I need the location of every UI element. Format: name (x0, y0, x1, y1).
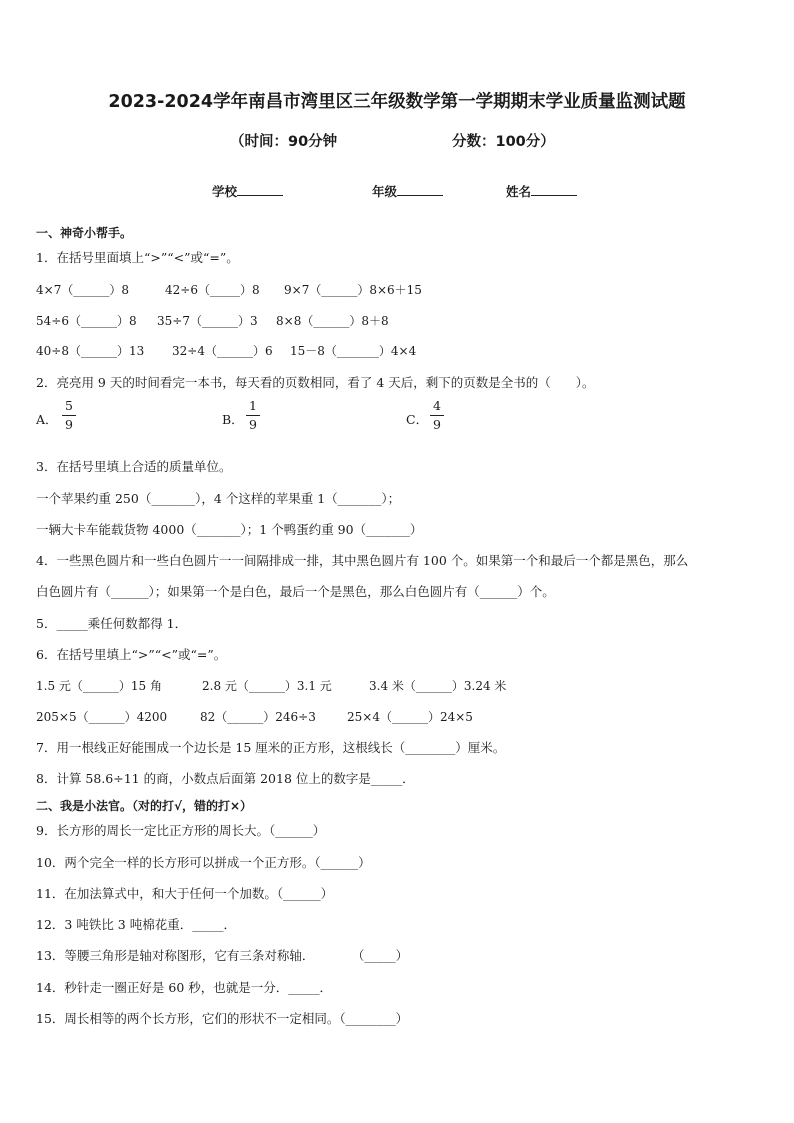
fraction-denominator: 9 (65, 417, 73, 432)
name-label: 姓名 (506, 184, 532, 199)
option-a-label[interactable]: A． (36, 412, 58, 427)
question-4-line: 4．一些黑色圆片和一些白色圆片一一间隔排成一排，其中黑色圆片有 100 个。如果第一个和最后一个都是黑色，那么 (36, 553, 689, 568)
question-6-stem: 6．在括号里填上“>”“<”或“=”。 (36, 647, 227, 662)
q6-item: 205×5（______）4200 (36, 710, 168, 724)
grade-blank[interactable] (397, 183, 443, 196)
question-10: 10．两个完全一样的长方形可以拼成一个正方形。（______） (36, 855, 371, 870)
question-4-line: 白色圆片有（______）；如果第一个是白色，最后一个是黑色，那么白色圆片有（______）个。 (36, 584, 555, 599)
question-1-stem: 1．在括号里面填上“>”“<”或“=”。 (36, 250, 239, 265)
question-9: 9．长方形的周长一定比正方形的周长大。（______） (36, 823, 326, 838)
q1-item: 35÷7（______）3 (157, 314, 258, 328)
q1-item: 42÷6（_____）8 (165, 283, 260, 297)
section-heading-2: 二、我是小法官。（对的打√，错的打×） (36, 799, 253, 813)
question-3-stem: 3．在括号里填上合适的质量单位。 (36, 459, 232, 474)
fraction-numerator: 1 (249, 398, 257, 413)
fraction-numerator: 4 (433, 398, 441, 413)
section-heading-1: 一、神奇小帮手。 (36, 226, 133, 240)
option-c-fraction[interactable] (430, 399, 444, 432)
school-label: 学校 (212, 184, 238, 199)
q6-item: 1.5 元（______）15 角 (36, 679, 162, 693)
question-11: 11．在加法算式中，和大于任何一个加数。（______） (36, 886, 334, 901)
q1-item: 54÷6（______）8 (36, 314, 137, 328)
q6-item: 82（______）246÷3 (200, 710, 316, 724)
q1-item: 9×7（______）8×6＋15 (284, 283, 422, 297)
question-7: 7．用一根线正好能围成一个边长是 15 厘米的正方形，这根线长（________）厘米。 (36, 740, 506, 755)
page-title: 2023-2024学年南昌市湾里区三年级数学第一学期期末学业质量监测试题 (108, 92, 686, 112)
fraction-bar (246, 415, 260, 416)
question-8: 8．计算 58.6÷11 的商，小数点后面第 2018 位上的数字是_____． (36, 771, 415, 786)
question-5: 5．_____乘任何数都得 1． (36, 616, 188, 631)
question-3-line: 一个苹果约重 250（_______），4 个这样的苹果重 1（_______）； (36, 491, 401, 506)
name-field (506, 182, 577, 200)
school-field (212, 182, 283, 200)
name-blank[interactable] (531, 183, 577, 196)
q6-item: 25×4（______）24×5 (347, 710, 473, 724)
fraction-bar (430, 415, 444, 416)
question-13: 13．等腰三角形是轴对称图形，它有三条对称轴． （_____） (36, 948, 409, 963)
q6-item: 2.8 元（______）3.1 元 (202, 679, 332, 693)
question-3-line: 一辆大卡车能载货物 4000（_______）；1 个鸭蛋约重 90（_______） (36, 522, 423, 537)
question-2-stem: 2．亮亮用 9 天的时间看完一本书，每天看的页数相同，看了 4 天后，剩下的页数是全书的（ ）。 (36, 375, 595, 390)
fraction-numerator: 5 (65, 398, 73, 413)
grade-field (372, 182, 443, 200)
q1-item: 8×8（______）8＋8 (276, 314, 389, 328)
question-15: 15．周长相等的两个长方形，它们的形状不一定相同。（________） (36, 1011, 409, 1026)
exam-score: 分数：100分） (452, 134, 555, 150)
q1-item: 40÷8（______）13 (36, 344, 145, 358)
q1-item: 15－8（_______）4×4 (290, 344, 417, 358)
fraction-bar (62, 415, 76, 416)
exam-time: （时间：90分钟 (230, 134, 338, 150)
school-blank[interactable] (237, 183, 283, 196)
q6-item: 3.4 米（______）3.24 米 (369, 679, 507, 693)
question-12: 12．3 吨铁比 3 吨棉花重．_____． (36, 917, 236, 932)
grade-label: 年级 (372, 184, 398, 199)
option-c-label[interactable]: C． (406, 412, 429, 427)
q1-item: 4×7（______）8 (36, 283, 129, 297)
question-14: 14．秒针走一圈正好是 60 秒，也就是一分．_____． (36, 980, 333, 995)
option-b-fraction[interactable] (246, 399, 260, 432)
fraction-denominator: 9 (249, 417, 257, 432)
option-b-label[interactable]: B． (222, 412, 244, 427)
fraction-denominator: 9 (433, 417, 441, 432)
q1-item: 32÷4（______）6 (172, 344, 273, 358)
option-a-fraction[interactable] (62, 399, 76, 432)
